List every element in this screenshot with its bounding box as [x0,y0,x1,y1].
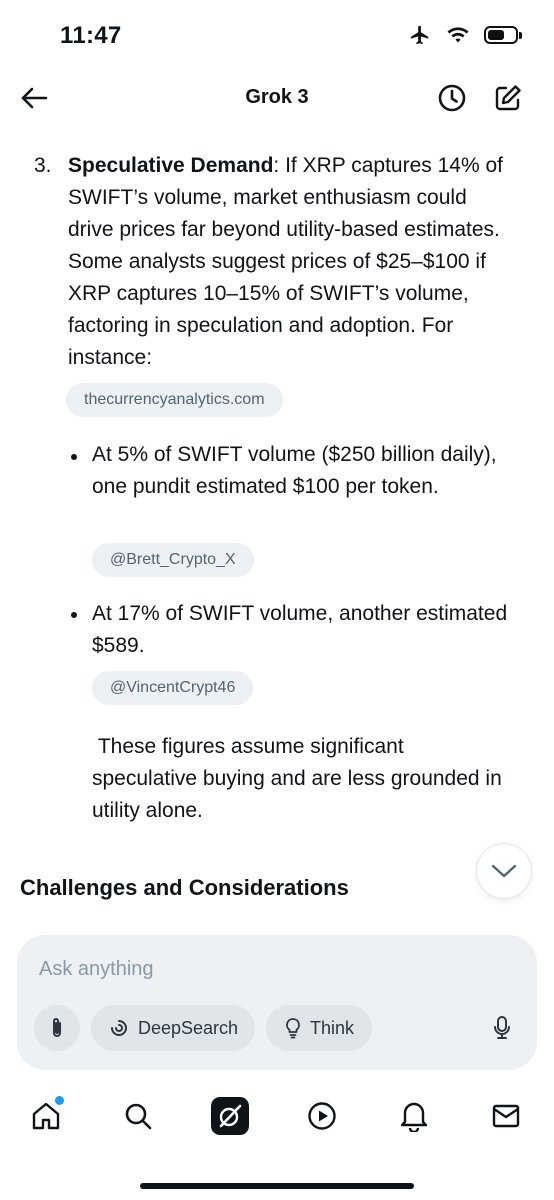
grok-icon [217,1103,243,1129]
source-chip[interactable]: thecurrencyanalytics.com [66,383,283,417]
edit-icon [493,83,523,113]
lightbulb-icon [284,1017,302,1039]
bullet-dot [71,454,77,460]
status-icons [408,24,518,46]
new-chat-button[interactable] [488,78,528,118]
voice-button[interactable] [479,1005,525,1051]
bullet-text: At 5% of SWIFT volume ($250 billion daily), one pundit estimated $100 per token. [92,443,497,498]
bullet-dot [71,612,77,618]
chat-header [0,72,554,124]
notification-dot [55,1096,64,1105]
ask-input[interactable] [39,955,499,983]
page-title: Grok 3 [245,86,309,108]
tab-search[interactable] [118,1096,158,1136]
list-item-heading: Speculative Demand [68,154,274,177]
section-heading: Challenges and Considerations [20,875,349,900]
swirl-icon [108,1017,130,1039]
search-icon [123,1101,153,1131]
think-label: Think [309,1017,354,1038]
tab-grok[interactable] [211,1097,249,1135]
list-number: 3. [34,154,52,177]
think-button[interactable] [266,1005,372,1051]
clock-icon [437,83,467,113]
source-chip[interactable]: @VincentCrypt46 [92,671,253,705]
battery-fill [488,30,504,40]
source-chip[interactable]: @Brett_Crypto_X [92,543,254,577]
tab-video[interactable] [302,1096,342,1136]
composer [17,935,537,1070]
scroll-down-button[interactable] [476,843,532,899]
deepsearch-button[interactable] [91,1005,255,1051]
bullet-text: At 17% of SWIFT volume, another estimated $589. [92,602,508,657]
tab-home[interactable] [26,1096,66,1136]
mail-icon [491,1103,521,1129]
play-icon [306,1100,338,1132]
tab-notifications[interactable] [394,1096,434,1136]
airplane-icon [408,24,432,46]
battery-icon [484,26,518,44]
microphone-icon [492,1015,512,1041]
list-item-body: : If XRP captures 14% of SWIFT’s volume, market enthusiasm could drive prices far beyond utility-based estimates. Some analysts suggest prices of $25–$100 if XRP captures 10–15% of SWIFT’s volume, factoring in speculation and adoption. For instance: [68,154,503,369]
status-time: 11:47 [60,22,122,49]
status-bar [0,0,554,70]
tab-messages[interactable] [486,1096,526,1136]
wifi-icon [446,25,470,45]
chevron-down-icon [490,862,518,880]
paperclip-icon [49,1016,65,1040]
list-item-text [68,150,518,374]
home-indicator [140,1183,414,1189]
bottom-tab-bar [0,1080,554,1150]
history-button[interactable] [432,78,472,118]
note-text: These figures assume significant speculative buying and are less grounded in utility alone. [92,735,508,822]
deepsearch-label: DeepSearch [137,1017,239,1038]
bell-icon [399,1100,429,1132]
attach-button[interactable] [34,1005,80,1051]
